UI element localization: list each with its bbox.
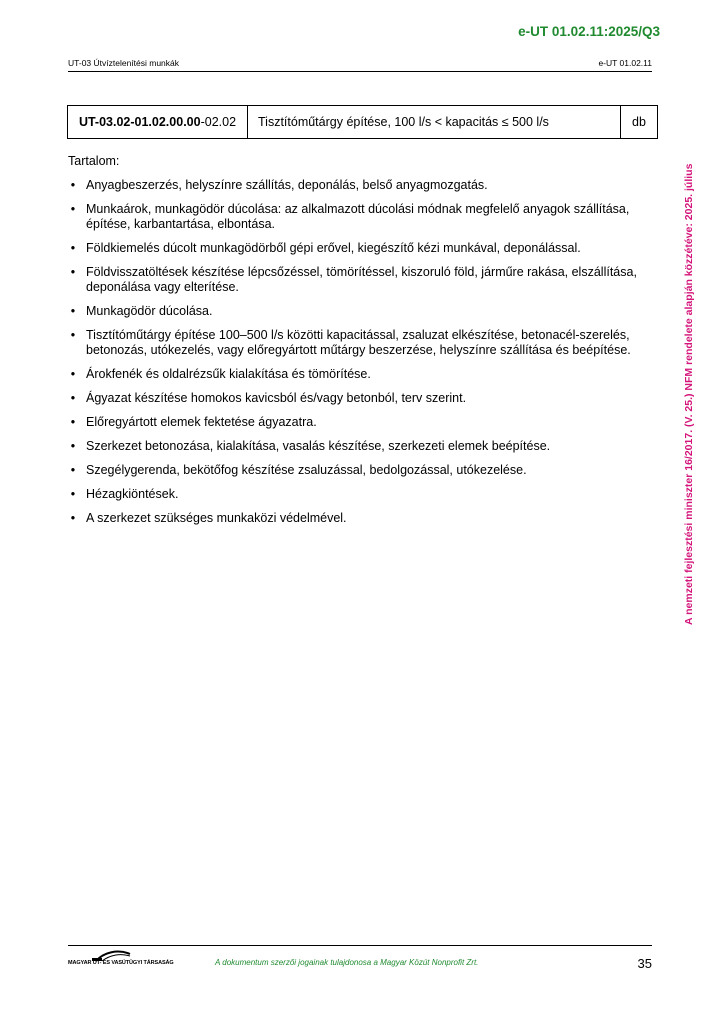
bullet-icon: • bbox=[70, 328, 76, 342]
running-header-right: e-UT 01.02.11 bbox=[598, 58, 652, 68]
bullet-icon: • bbox=[70, 241, 76, 255]
bullet-icon: • bbox=[70, 391, 76, 405]
item-description-cell: Tisztítóműtárgy építése, 100 l/s < kapacitás ≤ 500 l/s bbox=[248, 106, 621, 138]
bullet-icon: • bbox=[70, 265, 76, 279]
list-item: • Árokfenék és oldalrézsűk kialakítása és tömörítése. bbox=[68, 367, 648, 382]
item-code-cell bbox=[68, 106, 248, 138]
document-id: e-UT 01.02.11:2025/Q3 bbox=[518, 24, 660, 39]
list-item: • Szegélygerenda, bekötőfog készítése zsaluzással, bedolgozással, utókezelése. bbox=[68, 463, 648, 478]
bullet-icon: • bbox=[70, 367, 76, 381]
list-item: • Földkiemelés dúcolt munkagödörből gépi erővel, kiegészítő kézi munkával, deponálással. bbox=[68, 241, 648, 256]
bullet-icon: • bbox=[70, 178, 76, 192]
list-item: • Földvisszatöltések készítése lépcsőzéssel, tömörítéssel, kiszoruló föld, járműre rakása, elszállítása, deponálása vagy elterítése. bbox=[68, 265, 648, 295]
list-item: • A szerkezet szükséges munkaközi védelmével. bbox=[68, 511, 648, 526]
list-item: • Munkagödör dúcolása. bbox=[68, 304, 648, 319]
footer-divider bbox=[68, 945, 652, 946]
list-item: • Előregyártott elemek fektetése ágyazatra. bbox=[68, 415, 648, 430]
bullet-icon: • bbox=[70, 202, 76, 216]
running-header-left: UT-03 Útvíztelenítési munkák bbox=[68, 58, 180, 68]
bullet-icon: • bbox=[70, 439, 76, 453]
society-logo bbox=[68, 948, 174, 970]
content-title: Tartalom: bbox=[68, 154, 120, 168]
item-unit-cell: db bbox=[632, 115, 646, 129]
list-item: • Szerkezet betonozása, kialakítása, vasalás készítése, szerkezeti elemek beépítése. bbox=[68, 439, 648, 454]
bullet-icon: • bbox=[70, 487, 76, 501]
item-code-main: UT-03.02-01.02.00.00 bbox=[78, 115, 201, 129]
side-publication-note: A nemzeti fejlesztési miniszter 16/2017. (V. 25.) NFM rendelete alapján közzétéve: 2025. július bbox=[683, 163, 695, 625]
list-item: • Munkaárok, munkagödör dúcolása: az alkalmazott dúcolási módnak megfelelő anyagok szállítása, építése, karbantartása, elbontása. bbox=[68, 202, 648, 232]
list-item: • Ágyazat készítése homokos kavicsból és/vagy betonból, terv szerint. bbox=[68, 391, 648, 406]
bullet-icon: • bbox=[70, 463, 76, 477]
list-item: • Hézagkiöntések. bbox=[68, 487, 648, 502]
bullet-icon: • bbox=[70, 511, 76, 525]
bullet-icon: • bbox=[70, 304, 76, 318]
running-header bbox=[68, 58, 652, 72]
item-code-table bbox=[67, 105, 658, 139]
list-item: • Tisztítóműtárgy építése 100–500 l/s közötti kapacitással, zsaluzat elkészítése, betonacél-szerelés, betonozás, utókezelés, vagy előregyártott műtárgy beszerzése, helyszínre szállítása és beépítése. bbox=[68, 328, 648, 358]
bullet-icon: • bbox=[70, 415, 76, 429]
list-item: • Anyagbeszerzés, helyszínre szállítás, deponálás, belső anyagmozgatás. bbox=[68, 178, 648, 193]
logo-text: MAGYAR ÚT- ÉS VASÚTÜGYI TÁRSASÁG bbox=[68, 960, 174, 966]
copyright-notice: A dokumentum szerzői jogainak tulajdonosa a Magyar Közút Nonprofit Zrt. bbox=[215, 958, 479, 967]
content-list bbox=[68, 178, 648, 535]
item-code-suffix: -02.02 bbox=[200, 115, 237, 129]
page-number: 35 bbox=[637, 956, 652, 971]
